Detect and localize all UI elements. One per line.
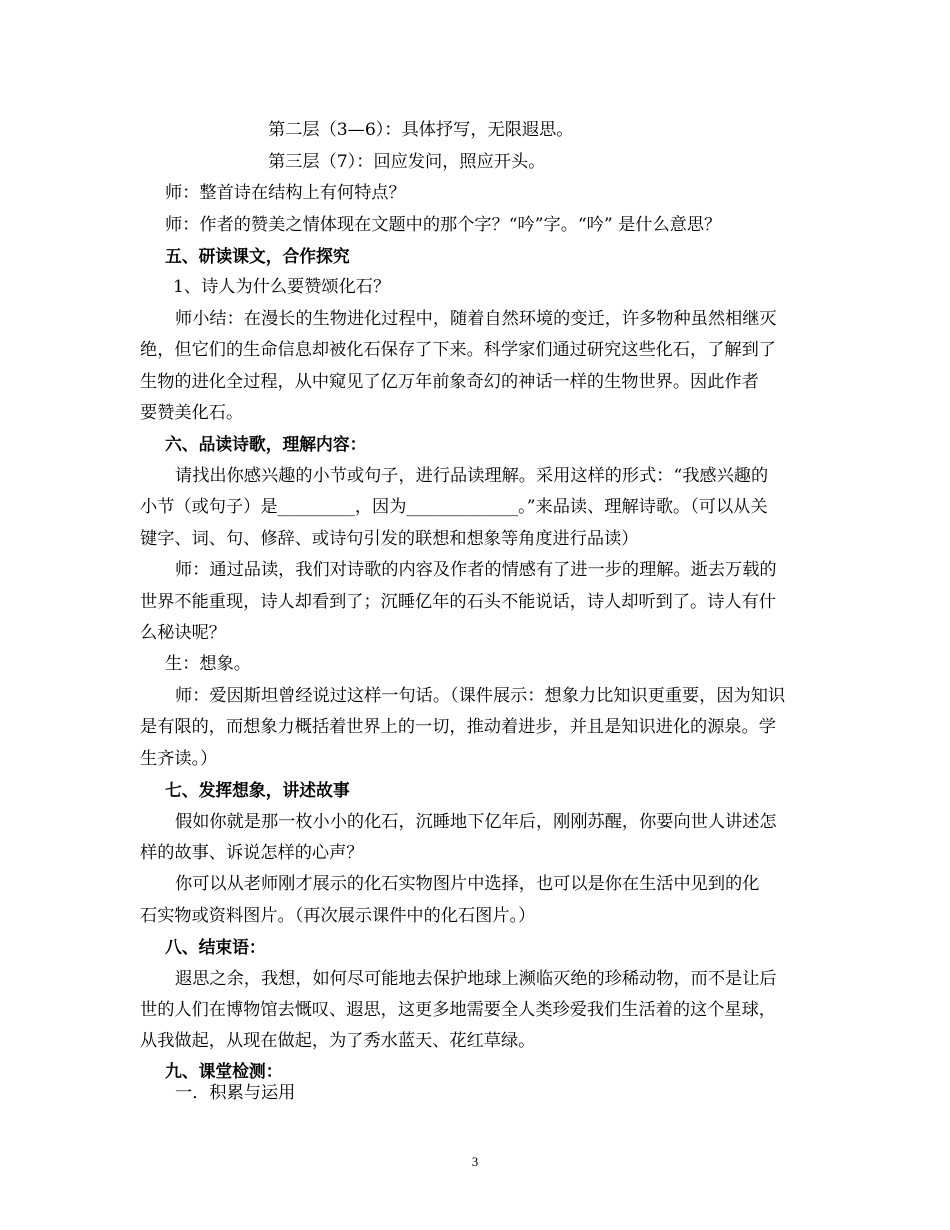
paragraph-line: 是有限的，而想象力概括着世界上的一切，推动着进步，并且是知识进化的源泉。学 (140, 717, 776, 737)
paragraph-line: 绝，但它们的生命信息却被化石保存了下来。科学家们通过研究这些化石，了解到了 (140, 340, 776, 360)
paragraph-line: 假如你就是那一枚小小的化石，沉睡地下亿年后，刚刚苏醒，你要向世人讲述怎 (175, 812, 777, 832)
teacher-question-title-word: 师：作者的赞美之情体现在文题中的那个字？“吟”字。“吟” 是什么意思？ (165, 215, 722, 235)
paragraph-line: 你可以从老师刚才展示的化石实物图片中选择，也可以是你在生活中见到的化 (175, 874, 760, 894)
paragraph-line: 键字、词、句、修辞、或诗句引发的联想和想象等角度进行品读） (140, 529, 639, 549)
paragraph-line: 小节（或句子）是_________，因为_____________。”来品读、理解诗歌。（可以从关 (140, 497, 768, 517)
student-answer: 生：想象。 (165, 654, 251, 674)
page-number: 3 (471, 1154, 479, 1169)
paragraph-line: 世的人们在博物馆去慨叹、遐思，这更多地需要全人类珍爱我们生活着的这个星球， (140, 1000, 776, 1020)
paragraph-line: 师：爱因斯坦曾经说过这样一句话。（课件展示：想象力比知识更重要，因为知识 (175, 686, 786, 706)
paragraph-line: 要赞美化石。 (140, 403, 244, 423)
paragraph-line: 遐思之余，我想，如何尽可能地去保护地球上濒临灭绝的珍稀动物，而不是让后 (175, 969, 777, 989)
question-1: 1、诗人为什么要赞颂化石？ (173, 277, 391, 297)
section-heading-7: 七、发挥想象，讲述故事 (165, 780, 350, 800)
teacher-question-structure: 师：整首诗在结构上有何特点？ (165, 183, 406, 203)
paragraph-line: 生物的进化全过程，从中窥见了亿万年前象奇幻的神话一样的生物世界。因此作者 (140, 372, 759, 392)
paragraph-line: 样的故事、诉说怎样的心声？ (140, 843, 364, 863)
paragraph-line: 石实物或资料图片。（再次展示课件中的化石图片。） (140, 906, 536, 926)
subsection-heading: 一．积累与运用 (175, 1083, 296, 1103)
paragraph-line: 么秘诀呢？ (140, 623, 226, 643)
section-heading-8: 八、结束语： (165, 937, 266, 957)
outline-layer-3: 第三层（7）：回应发问，照应开头。 (268, 152, 546, 172)
paragraph-line: 生齐读。） (140, 749, 218, 769)
paragraph-line: 世界不能重现，诗人却看到了；沉睡亿年的石头不能说话，诗人却听到了。诗人有什 (140, 592, 776, 612)
section-heading-9: 九、课堂检测： (165, 1061, 283, 1081)
paragraph-line: 从我做起，从现在做起，为了秀水蓝天、花红草绿。 (140, 1031, 536, 1051)
paragraph-line: 请找出你感兴趣的小节或句子，进行品读理解。采用这样的形式：“我感兴趣的 (175, 466, 769, 486)
outline-layer-2: 第二层（3—6）：具体抒写，无限遐思。 (268, 120, 574, 140)
paragraph-line: 师小结：在漫长的生物进化过程中，随着自然环境的变迁，许多物种虽然相继灭 (175, 309, 777, 329)
paragraph-line: 师：通过品读，我们对诗歌的内容及作者的情感有了进一步的理解。逝去万载的 (175, 560, 777, 580)
section-heading-6: 六、品读诗歌，理解内容： (165, 434, 367, 454)
section-heading-5: 五、研读课文，合作探究 (165, 246, 350, 266)
